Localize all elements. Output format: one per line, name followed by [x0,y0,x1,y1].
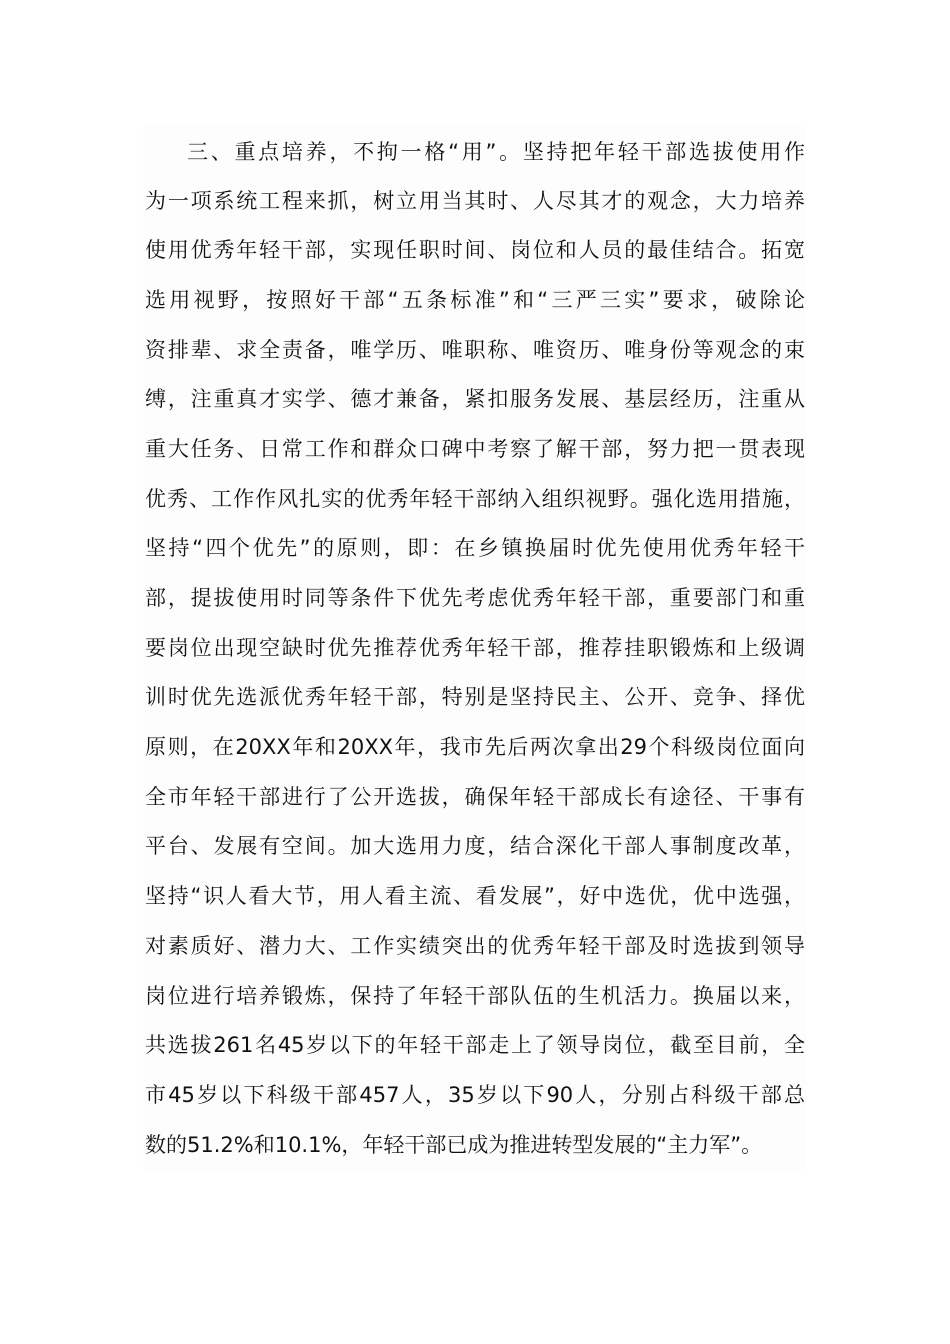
paragraph-line: 对素质好、潜力大、工作实绩突出的优秀年轻干部及时选拔到领导 [145,934,805,958]
paragraph-line: 坚持“四个优先”的原则，即：在乡镇换届时优先使用优秀年轻干 [145,536,805,560]
paragraph-line: 原则，在20XX年和20XX年，我市先后两次拿出29个科级岗位面向 [145,735,805,759]
paragraph-line: 资排辈、求全责备，唯学历、唯职称、唯资历、唯身份等观念的束 [145,338,805,362]
paragraph-line: 部，提拔使用时同等条件下优先考虑优秀年轻干部，重要部门和重 [145,586,805,610]
paragraph-line: 选用视野，按照好干部“五条标准”和“三严三实”要求，破除论 [145,288,805,312]
paragraph-line: 坚持“识人看大节，用人看主流、看发展”，好中选优，优中选强， [145,884,805,908]
paragraph-line: 三、重点培养，不拘一格“用”。坚持把年轻干部选拔使用作 [187,140,805,164]
paragraph-line: 使用优秀年轻干部，实现任职时间、岗位和人员的最佳结合。拓宽 [145,238,805,262]
paragraph-line: 训时优先选派优秀年轻干部，特别是坚持民主、公开、竞争、择优 [145,685,805,709]
paragraph-line: 全市年轻干部进行了公开选拔，确保年轻干部成长有途径、干事有 [145,785,805,809]
paragraph-line: 岗位进行培养锻炼，保持了年轻干部队伍的生机活力。换届以来， [145,984,805,1008]
paragraph-line: 优秀、工作作风扎实的优秀年轻干部纳入组织视野。强化选用措施， [145,487,805,511]
paragraph-line: 数的51.2%和10.1%，年轻干部已成为推进转型发展的“主力军”。 [145,1133,763,1157]
paragraph-line: 为一项系统工程来抓，树立用当其时、人尽其才的观念，大力培养 [145,189,805,213]
paragraph-line: 重大任务、日常工作和群众口碑中考察了解干部，努力把一贯表现 [145,437,805,461]
paragraph-line: 市45岁以下科级干部457人，35岁以下90人，分别占科级干部总 [145,1083,805,1107]
paragraph-line: 要岗位出现空缺时优先推荐优秀年轻干部，推荐挂职锻炼和上级调 [145,636,805,660]
paragraph-line: 共选拔261名45岁以下的年轻干部走上了领导岗位，截至目前，全 [145,1033,805,1057]
paragraph-line: 平台、发展有空间。加大选用力度，结合深化干部人事制度改革， [145,834,805,858]
paragraph-line: 缚，注重真才实学、德才兼备，紧扣服务发展、基层经历，注重从 [145,387,805,411]
